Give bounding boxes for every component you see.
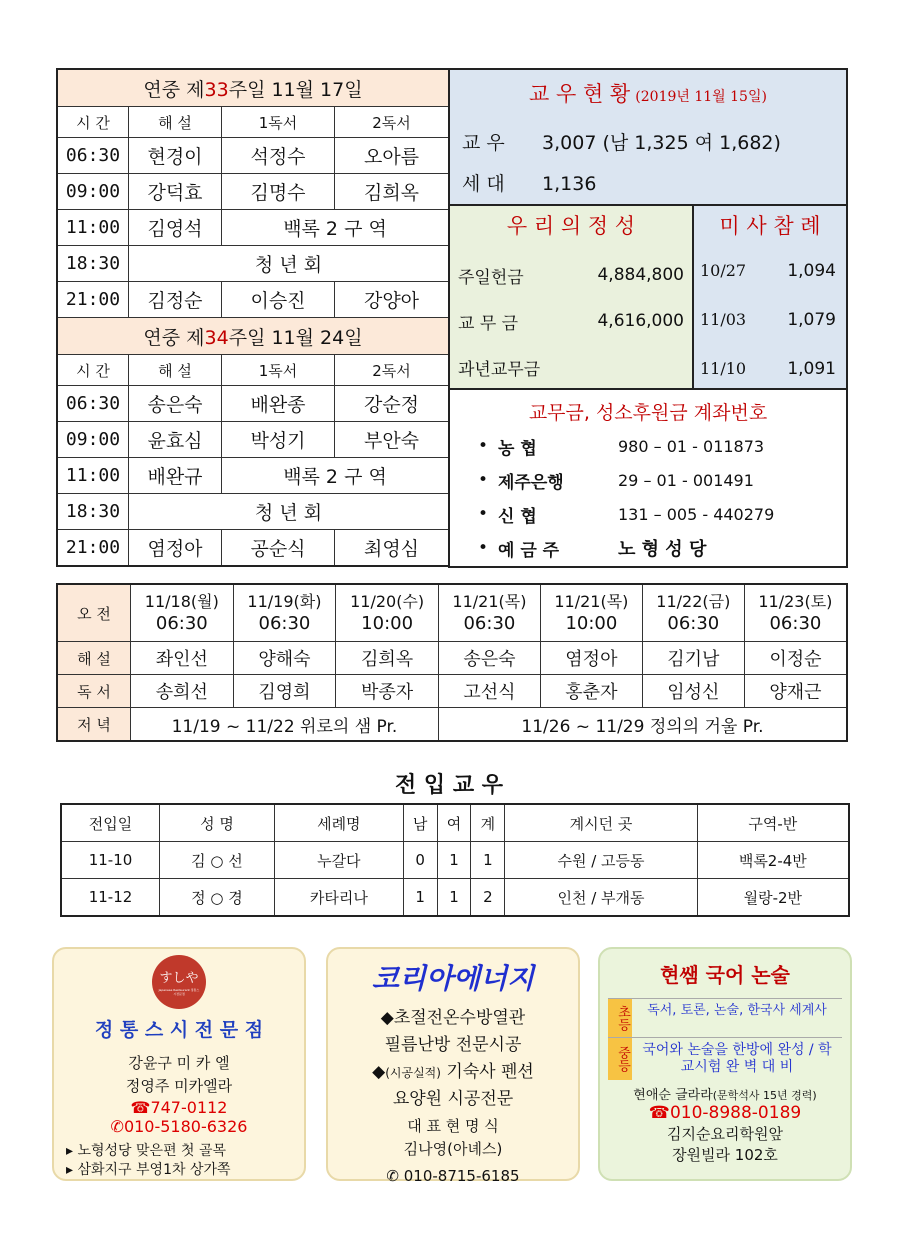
commentary-cell: 염정아: [540, 642, 642, 675]
column-header: 계: [471, 804, 505, 842]
ad-korea-energy: 코리아에너지 ◆초절전온수방열관 필름난방 전문시공 ◆(시공실적) 기숙사 펜션 요양원 시공전문 대 표 현 명 식 김나영(아녜스) ✆ 010-8715-6185: [326, 947, 580, 1181]
reading2-cell: 김희옥: [335, 174, 450, 210]
week34-header-1: 해 설: [129, 355, 222, 386]
column-header: 전입일: [61, 804, 160, 842]
energy-line-6: 김나영(아녜스): [403, 1140, 503, 1158]
tutoring-name: 현쌤 국어 논술: [660, 963, 790, 987]
bank-name: 신 협: [498, 506, 537, 527]
commentary-label: 해 설: [57, 642, 131, 675]
week34-title-num: 34: [204, 326, 229, 349]
attendance-row: [694, 344, 846, 393]
weekday-date: 11/18(월): [144, 592, 219, 611]
weekday-date: 11/22(금): [656, 592, 731, 611]
commentary-cell: 송은숙: [129, 386, 222, 422]
week33-header-0: 시 간: [57, 107, 129, 138]
parish-status-date: (2019년 11월 15일): [635, 89, 767, 105]
weekday-time: 06:30: [258, 613, 311, 634]
commentary-cell: 이정순: [744, 642, 847, 675]
column-header: 구역-반: [697, 804, 849, 842]
column-header: 성 명: [160, 804, 275, 842]
reading2-cell: 최영심: [335, 530, 450, 567]
account-number: 노 형 성 당: [618, 539, 707, 560]
commentary-cell: 김정순: [129, 282, 222, 318]
arrow-icon: ▸: [66, 1143, 74, 1159]
sushi-logo-text: すしや: [159, 971, 199, 986]
evening-program-1: 11/19 ~ 11/22 위로의 샘 Pr.: [131, 708, 439, 742]
members-label: 교 우: [462, 132, 505, 154]
mid-text: 국어와 논술을 한방에 완성 / 학교시험 완 벽 대 비: [642, 1042, 832, 1075]
bank-name: 농 협: [498, 438, 537, 459]
ad-korean-tutoring: [598, 947, 852, 1181]
time-cell: 06:30: [57, 386, 129, 422]
time-cell: 18:30: [57, 494, 129, 530]
bank-name: 예 금 주: [498, 540, 560, 561]
weekday-date: 11/21(목): [452, 592, 527, 611]
tutoring-addr-2: 장원빌라 102호: [672, 1146, 778, 1164]
table-cell: 11-12: [61, 879, 160, 917]
table-cell: 0: [403, 842, 437, 879]
sushi-phone-1: ☎747-0112: [130, 1098, 228, 1117]
week33-title: [57, 69, 449, 107]
account-number: 131 – 005 - 440279: [618, 504, 775, 524]
reading2-cell: 부안숙: [335, 422, 450, 458]
weekday-date-cell: [744, 584, 847, 642]
table-row: [57, 282, 449, 318]
reading1-cell: 이승진: [222, 282, 335, 318]
column-header: 남: [403, 804, 437, 842]
reading2-cell: 오아름: [335, 138, 450, 174]
week33-title-prefix: 연중 제: [143, 78, 205, 101]
commentary-cell: 좌인선: [131, 642, 234, 675]
offering-label: 교 무 금: [458, 313, 519, 334]
table-cell: 1: [471, 842, 505, 879]
table-cell: 정 ○ 경: [160, 879, 275, 917]
table-cell: 김 ○ 선: [160, 842, 275, 879]
commentary-cell: 양해숙: [233, 642, 336, 675]
energy-line-3-small: (시공실적): [385, 1066, 441, 1080]
accounts-panel: [448, 388, 848, 568]
week34-title-prefix: 연중 제: [143, 326, 205, 349]
sushi-logo: [152, 955, 206, 1009]
weekday-date-cell: [131, 584, 234, 642]
table-row: [57, 210, 449, 246]
offering-row: [450, 298, 692, 344]
table-cell: 11-10: [61, 842, 160, 879]
reader-cell: 고선식: [438, 675, 540, 708]
reader-cell: 송희선: [131, 675, 234, 708]
weekday-time: 10:00: [565, 613, 618, 634]
new-parishioners-table: [60, 803, 850, 917]
reading1-cell: 배완종: [222, 386, 335, 422]
bullet-icon: •: [478, 436, 489, 456]
commentary-cell: 김기남: [642, 642, 744, 675]
weekday-time: 06:30: [155, 613, 208, 634]
column-header: 세례명: [274, 804, 403, 842]
sushi-logo-sub: Japanese Restaurant 정통스시전문점: [158, 988, 200, 996]
sushi-owner-2: 정영주 미카엘라: [125, 1077, 233, 1095]
group-cell: 백록 2 구 역: [222, 458, 450, 494]
commentary-cell: 윤효심: [129, 422, 222, 458]
weekday-schedule: [56, 583, 848, 742]
attendance-row: [694, 246, 846, 295]
week33-header-3: 2독서: [335, 107, 450, 138]
reading1-cell: 박성기: [222, 422, 335, 458]
reader-cell: 홍춘자: [540, 675, 642, 708]
group-cell: 백록 2 구 역: [222, 210, 450, 246]
elem-text: 독서, 토론, 논술, 한국사 세계사: [647, 1003, 827, 1018]
account-number: 29 – 01 - 001491: [618, 470, 754, 490]
attendance-date: 11/03: [700, 310, 747, 329]
table-cell: 백록2-4반: [697, 842, 849, 879]
commentary-cell: 배완규: [129, 458, 222, 494]
parish-status-panel: [448, 68, 848, 206]
offering-row: [450, 252, 692, 298]
time-cell: 18:30: [57, 246, 129, 282]
reader-cell: 김영희: [233, 675, 336, 708]
households-value: 1,136: [542, 173, 597, 195]
week33-header-1: 해 설: [129, 107, 222, 138]
commentary-cell: 강덕효: [129, 174, 222, 210]
tutoring-addr-1: 김지순요리학원앞: [667, 1125, 783, 1143]
weekday-time: 06:30: [769, 613, 822, 634]
time-cell: 09:00: [57, 422, 129, 458]
week34-title-suffix: 주일 11월 24일: [228, 326, 363, 349]
group-cell: 청 년 회: [129, 494, 450, 530]
evening-label: 저 녁: [57, 708, 131, 742]
table-row: [57, 386, 449, 422]
reading1-cell: 석정수: [222, 138, 335, 174]
weekday-time: 06:30: [667, 613, 720, 634]
table-row: [61, 842, 849, 879]
weekday-date: 11/19(화): [247, 592, 322, 611]
table-row: [57, 174, 449, 210]
evening-program-2: 11/26 ~ 11/29 정의의 거울 Pr.: [438, 708, 847, 742]
tutoring-phone: ☎010-8988-0189: [648, 1103, 802, 1123]
weekday-time: 10:00: [361, 613, 414, 634]
sunday-schedule: [56, 68, 450, 567]
weekday-date-cell: [233, 584, 336, 642]
reading2-cell: 강순정: [335, 386, 450, 422]
parish-status-title: 교 우 현 황: [529, 82, 631, 106]
time-cell: 09:00: [57, 174, 129, 210]
account-row: [450, 429, 846, 463]
reading1-cell: 공순식: [222, 530, 335, 567]
attendance-count: 1,091: [787, 358, 836, 379]
bank-name: 제주은행: [498, 472, 564, 493]
attendance-count: 1,079: [787, 309, 836, 330]
new-parishioners-title: 전 입 교 우: [395, 773, 503, 798]
weekday-time: 06:30: [463, 613, 516, 634]
table-cell: 1: [437, 842, 471, 879]
teacher-note: (문학석사 15년 경력): [712, 1089, 817, 1102]
reading2-cell: 강양아: [335, 282, 450, 318]
time-cell: 21:00: [57, 282, 129, 318]
bullet-icon: •: [478, 538, 489, 558]
sushi-owner-1: 강윤구 미 카 엘: [128, 1054, 230, 1072]
arrow-icon: ▸: [66, 1162, 74, 1178]
table-row: [57, 494, 449, 530]
table-cell: 누갈다: [274, 842, 403, 879]
energy-line-1: ◆초절전온수방열관: [380, 1008, 526, 1028]
account-row: [450, 463, 846, 497]
table-row: [57, 422, 449, 458]
ad-sushi-restaurant: [52, 947, 306, 1181]
attendance-date: 10/27: [700, 261, 747, 280]
sushi-addr-1: 노형성당 맞은편 첫 골목: [77, 1143, 227, 1159]
accounts-title: 교무금, 성소후원금 계좌번호: [528, 402, 768, 424]
reader-cell: 임성신: [642, 675, 744, 708]
reading1-cell: 김명수: [222, 174, 335, 210]
commentary-cell: 현경이: [129, 138, 222, 174]
column-header: 여: [437, 804, 471, 842]
table-cell: 인천 / 부개동: [505, 879, 697, 917]
week33-title-suffix: 주일 11월 17일: [228, 78, 363, 101]
offering-label: 주일헌금: [458, 267, 524, 288]
weekday-date-cell: [642, 584, 744, 642]
account-row: [450, 497, 846, 531]
bullet-icon: •: [478, 470, 489, 490]
column-header: 계시던 곳: [505, 804, 697, 842]
weekday-date: 11/23(토): [758, 592, 833, 611]
attendance-date: 11/10: [700, 359, 747, 378]
offering-label: 과년교무금: [458, 359, 541, 380]
energy-phone: ✆ 010-8715-6185: [386, 1167, 520, 1185]
table-cell: 월랑-2반: [697, 879, 849, 917]
week33-header-2: 1독서: [222, 107, 335, 138]
morning-label: 오 전: [57, 584, 131, 642]
table-row: [57, 138, 449, 174]
time-cell: 11:00: [57, 458, 129, 494]
offering-title: 우 리 의 정 성: [506, 214, 636, 238]
week34-header-2: 1독서: [222, 355, 335, 386]
offering-value: 4,884,800: [597, 265, 684, 285]
week33-title-num: 33: [204, 78, 229, 101]
account-row: [450, 531, 846, 565]
energy-line-5: 대 표 현 명 식: [407, 1117, 499, 1135]
attendance-row: [694, 295, 846, 344]
weekday-date: 11/21(목): [554, 592, 629, 611]
teacher-name: 현애순 글라라: [633, 1088, 713, 1103]
commentary-cell: 김희옥: [336, 642, 439, 675]
offering-value: 4,616,000: [597, 311, 684, 331]
table-cell: 수원 / 고등동: [505, 842, 697, 879]
table-row: [57, 458, 449, 494]
offering-row: [450, 344, 692, 390]
elem-label: 초등: [608, 999, 632, 1037]
energy-line-3: 기숙사 펜션: [440, 1062, 534, 1082]
reader-cell: 박종자: [336, 675, 439, 708]
weekday-date-cell: [336, 584, 439, 642]
mid-label: 중등: [608, 1038, 632, 1080]
weekday-date-cell: [438, 584, 540, 642]
reader-label: 독 서: [57, 675, 131, 708]
account-number: 980 – 01 - 011873: [618, 436, 765, 456]
energy-line-2: 필름난방 전문시공: [384, 1035, 522, 1055]
energy-line-4: 요양원 시공전문: [392, 1089, 514, 1109]
mass-attendance-title: 미 사 참 례: [719, 214, 821, 238]
table-row: [61, 879, 849, 917]
sushi-name: 정 통 스 시 전 문 점: [94, 1019, 264, 1041]
table-cell: 1: [437, 879, 471, 917]
time-cell: 11:00: [57, 210, 129, 246]
time-cell: 21:00: [57, 530, 129, 567]
members-value: 3,007 (남 1,325 여 1,682): [542, 132, 781, 154]
table-cell: 1: [403, 879, 437, 917]
commentary-cell: 송은숙: [438, 642, 540, 675]
attendance-count: 1,094: [787, 260, 836, 281]
table-cell: 2: [471, 879, 505, 917]
energy-name: 코리아에너지: [371, 962, 535, 995]
mass-attendance-panel: [692, 204, 848, 390]
week34-title: [57, 318, 449, 355]
table-row: [57, 246, 449, 282]
weekday-date-cell: [540, 584, 642, 642]
table-cell: 카타리나: [274, 879, 403, 917]
commentary-cell: 염정아: [129, 530, 222, 567]
time-cell: 06:30: [57, 138, 129, 174]
group-cell: 청 년 회: [129, 246, 450, 282]
week34-header-3: 2독서: [335, 355, 450, 386]
table-row: [57, 530, 449, 567]
households-label: 세 대: [462, 173, 505, 195]
sushi-addr-2: 삼화지구 부영1차 상가쪽: [77, 1162, 231, 1178]
bullet-icon: •: [478, 504, 489, 524]
commentary-cell: 김영석: [129, 210, 222, 246]
reader-cell: 양재근: [744, 675, 847, 708]
week34-header-0: 시 간: [57, 355, 129, 386]
sushi-phone-2: ✆010-5180-6326: [110, 1117, 248, 1136]
weekday-date: 11/20(수): [350, 592, 425, 611]
offering-panel: [448, 204, 694, 390]
